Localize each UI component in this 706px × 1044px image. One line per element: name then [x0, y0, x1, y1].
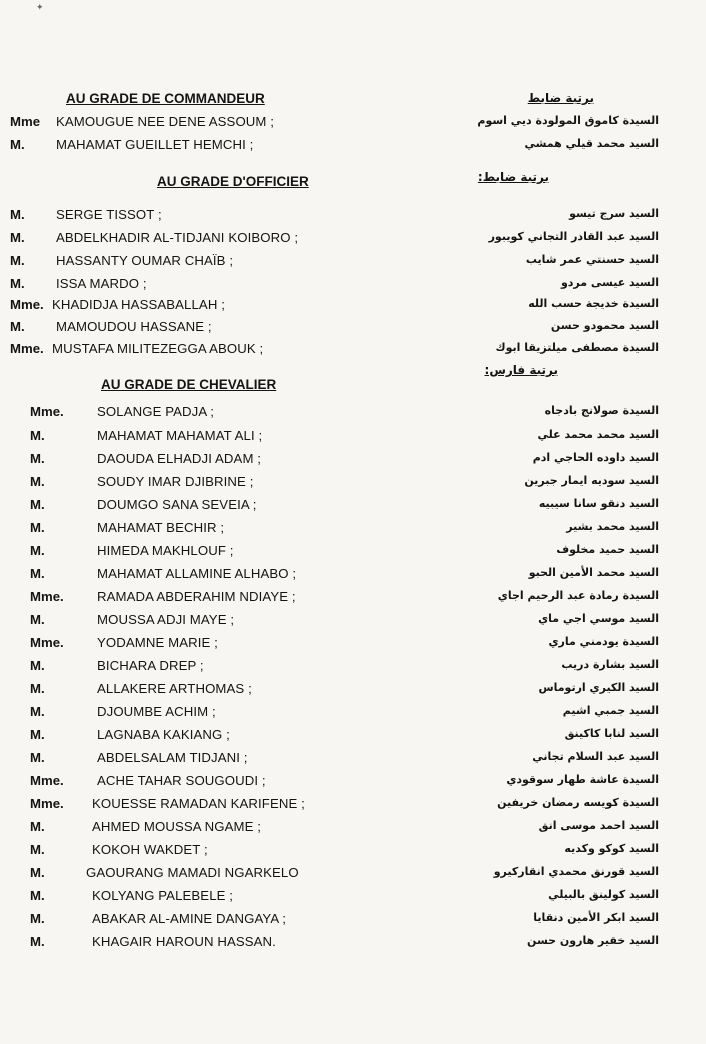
- entry-name-arabic: السيدة يودمني ماري: [548, 635, 659, 648]
- entry-name-arabic: السيد عيسى مردو: [560, 276, 659, 289]
- entry-name: ABDELKHADIR AL-TIDJANI KOIBORO ;: [56, 230, 299, 245]
- entry-name: HIMEDA MAKHLOUF ;: [97, 543, 234, 558]
- entry-row: [0, 341, 706, 363]
- entry-title: Mme.: [30, 773, 64, 788]
- entry-name-arabic: السيد سوديه ايمار جبرين: [524, 474, 659, 487]
- entry-row: [0, 589, 706, 611]
- entry-row: [0, 474, 706, 496]
- heading-commandeur: AU GRADE DE COMMANDEUR: [66, 91, 265, 106]
- entry-title: M.: [30, 497, 45, 512]
- entry-name: MAHAMAT BECHIR ;: [97, 520, 225, 535]
- entry-row: [0, 451, 706, 473]
- entry-name: SOUDY IMAR DJIBRINE ;: [97, 474, 254, 489]
- entry-name: RAMADA ABDERAHIM NDIAYE ;: [97, 589, 296, 604]
- entry-title: M.: [10, 137, 25, 152]
- entry-title: M.: [30, 612, 45, 627]
- ar-heading-chevalier: برتبة فارس:: [484, 363, 558, 377]
- entry-title: Mme.: [10, 297, 44, 312]
- entry-name-arabic: السيد سرج تيسو: [569, 207, 659, 220]
- entry-name-arabic: السيد محمد قيلي همشي: [524, 137, 659, 150]
- entry-title: Mme.: [30, 635, 64, 650]
- entry-name-arabic: السيد بشارة دريب: [561, 658, 659, 671]
- entry-row: [0, 819, 706, 841]
- entry-name: KHADIDJA HASSABALLAH ;: [52, 297, 225, 312]
- entry-name-arabic: السيد محمد محمد علي: [537, 428, 659, 441]
- entry-title: M.: [30, 934, 45, 949]
- entry-row: [0, 404, 706, 426]
- entry-title: M.: [30, 681, 45, 696]
- entry-name: BICHARA DREP ;: [97, 658, 204, 673]
- entry-name: YODAMNE MARIE ;: [97, 635, 218, 650]
- entry-row: [0, 276, 706, 298]
- entry-row: [0, 704, 706, 726]
- entry-title: Mme.: [30, 589, 64, 604]
- entry-name-arabic: السيد الكيري ارتوماس: [538, 681, 659, 694]
- entry-name-arabic: السيد موسي اجي ماي: [538, 612, 659, 625]
- entry-row: [0, 796, 706, 818]
- entry-title: M.: [30, 819, 45, 834]
- entry-name: KAMOUGUE NEE DENE ASSOUM ;: [56, 114, 275, 129]
- heading-officier: AU GRADE D'OFFICIER: [157, 174, 309, 189]
- entry-row: [0, 566, 706, 588]
- entry-title: M.: [30, 451, 45, 466]
- entry-name-arabic: السيد كوكو وكديه: [564, 842, 659, 855]
- entry-title: M.: [30, 658, 45, 673]
- entry-name: MOUSSA ADJI MAYE ;: [97, 612, 235, 627]
- entry-name: MAHAMAT GUEILLET HEMCHI ;: [56, 137, 254, 152]
- entry-name: ALLAKERE ARTHOMAS ;: [97, 681, 252, 696]
- entry-row: [0, 888, 706, 910]
- entry-name-arabic: السيد داوده الحاجي ادم: [532, 451, 659, 464]
- entry-row: [0, 207, 706, 229]
- entry-title: Mme.: [30, 404, 64, 419]
- entry-title: M.: [30, 543, 45, 558]
- ar-heading-officier: برتبة ضابط:: [477, 170, 549, 184]
- entry-name: GAOURANG MAMADI NGARKELO: [86, 865, 299, 880]
- entry-title: M.: [30, 520, 45, 535]
- entry-name-arabic: السيد خقير هارون حسن: [527, 934, 659, 947]
- entry-name-arabic: السيد لنابا كاكينق: [564, 727, 659, 740]
- entry-name-arabic: السيدة خديجة حسب الله: [528, 297, 659, 310]
- entry-name-arabic: السيدة مصطفى ميلتزيقا ابوك: [495, 341, 659, 354]
- entry-name-arabic: السيدة صولانج بادجاه: [544, 404, 659, 417]
- entry-row: [0, 635, 706, 657]
- entry-name: DOUMGO SANA SEVEIA ;: [97, 497, 257, 512]
- entry-title: M.: [30, 865, 45, 880]
- entry-name: KOKOH WAKDET ;: [92, 842, 208, 857]
- entry-name: MAMOUDOU HASSANE ;: [56, 319, 212, 334]
- entry-name-arabic: السيد قورنق محمدي انقاركيرو: [493, 865, 659, 878]
- entry-title: Mme: [10, 114, 41, 129]
- entry-name-arabic: السيد احمد موسى انق: [538, 819, 659, 832]
- entry-row: [0, 319, 706, 341]
- entry-name-arabic: السيد محمد الأمين الحبو: [528, 566, 659, 579]
- entry-title: M.: [30, 474, 45, 489]
- entry-row: [0, 750, 706, 772]
- entry-row: [0, 658, 706, 680]
- entry-name-arabic: السيد عبد السلام تجاني: [532, 750, 659, 763]
- entry-name: AHMED MOUSSA NGAME ;: [92, 819, 262, 834]
- entry-name: DJOUMBE ACHIM ;: [97, 704, 216, 719]
- entry-name: MAHAMAT MAHAMAT ALI ;: [97, 428, 263, 443]
- entry-name-arabic: السيد جمبي اشيم: [562, 704, 659, 717]
- entry-title: M.: [30, 888, 45, 903]
- entry-name-arabic: السيد محمودو حسن: [550, 319, 659, 332]
- entry-title: M.: [30, 842, 45, 857]
- entry-row: [0, 520, 706, 542]
- entry-row: [0, 865, 706, 887]
- entry-title: M.: [10, 276, 25, 291]
- entry-row: [0, 727, 706, 749]
- entry-name: KOUESSE RAMADAN KARIFENE ;: [92, 796, 305, 811]
- entry-row: [0, 297, 706, 319]
- entry-name: HASSANTY OUMAR CHAÏB ;: [56, 253, 234, 268]
- entry-title: Mme.: [10, 341, 44, 356]
- entry-title: M.: [30, 704, 45, 719]
- entry-name-arabic: السيد حسنتي عمر شايب: [525, 253, 659, 266]
- entry-name-arabic: السيدة كويسه رمضان خريفين: [497, 796, 659, 809]
- entry-title: M.: [10, 207, 25, 222]
- heading-chevalier: AU GRADE DE CHEVALIER: [101, 377, 277, 392]
- entry-row: [0, 114, 706, 136]
- entry-row: [0, 137, 706, 159]
- entry-name-arabic: السيدة عاشة طهار سوقودي: [506, 773, 659, 786]
- entry-row: [0, 681, 706, 703]
- entry-name: SOLANGE PADJA ;: [97, 404, 215, 419]
- entry-name-arabic: السيد كولينق بالبيلي: [548, 888, 659, 901]
- entry-title: M.: [30, 727, 45, 742]
- entry-title: M.: [30, 566, 45, 581]
- entry-name: LAGNABA KAKIANG ;: [97, 727, 230, 742]
- entry-row: [0, 253, 706, 275]
- entry-name-arabic: السيد محمد بشير: [566, 520, 659, 533]
- entry-name: ABDELSALAM TIDJANI ;: [97, 750, 248, 765]
- entry-row: [0, 842, 706, 864]
- entry-title: M.: [10, 319, 25, 334]
- entry-name: KOLYANG PALEBELE ;: [92, 888, 234, 903]
- entry-name: ABAKAR AL-AMINE DANGAYA ;: [92, 911, 287, 926]
- corner-mark: ✦: [36, 2, 44, 12]
- entry-name: SERGE TISSOT ;: [56, 207, 162, 222]
- entry-name: ISSA MARDO ;: [56, 276, 147, 291]
- entry-name: ACHE TAHAR SOUGOUDI ;: [97, 773, 266, 788]
- entry-row: [0, 543, 706, 565]
- entry-title: M.: [30, 750, 45, 765]
- entry-row: [0, 497, 706, 519]
- entry-name-arabic: السيد دنقو سانا سيبيه: [538, 497, 659, 510]
- entry-row: [0, 773, 706, 795]
- entry-row: [0, 934, 706, 956]
- entry-name-arabic: السيد حميد مخلوف: [556, 543, 659, 556]
- entry-title: M.: [30, 428, 45, 443]
- entry-row: [0, 428, 706, 450]
- entry-name: DAOUDA ELHADJI ADAM ;: [97, 451, 262, 466]
- entry-name: KHAGAIR HAROUN HASSAN.: [92, 934, 276, 949]
- entry-name-arabic: السيد عبد القادر التجاني كويبور: [488, 230, 659, 243]
- entry-name: MAHAMAT ALLAMINE ALHABO ;: [97, 566, 297, 581]
- entry-name: MUSTAFA MILITEZEGGA ABOUK ;: [52, 341, 264, 356]
- entry-title: M.: [10, 230, 25, 245]
- entry-name-arabic: السيدة كاموق المولودة ديي اسوم: [477, 114, 659, 127]
- entry-title: Mme.: [30, 796, 64, 811]
- ar-heading-commandeur: برتبة ضابط: [527, 91, 594, 105]
- entry-row: [0, 612, 706, 634]
- entry-title: M.: [30, 911, 45, 926]
- entry-row: [0, 911, 706, 933]
- entry-title: M.: [10, 253, 25, 268]
- entry-row: [0, 230, 706, 252]
- entry-name-arabic: السيد ابكر الأمين دنقايا: [533, 911, 659, 924]
- entry-name-arabic: السيدة رمادة عبد الرحيم اجاي: [497, 589, 659, 602]
